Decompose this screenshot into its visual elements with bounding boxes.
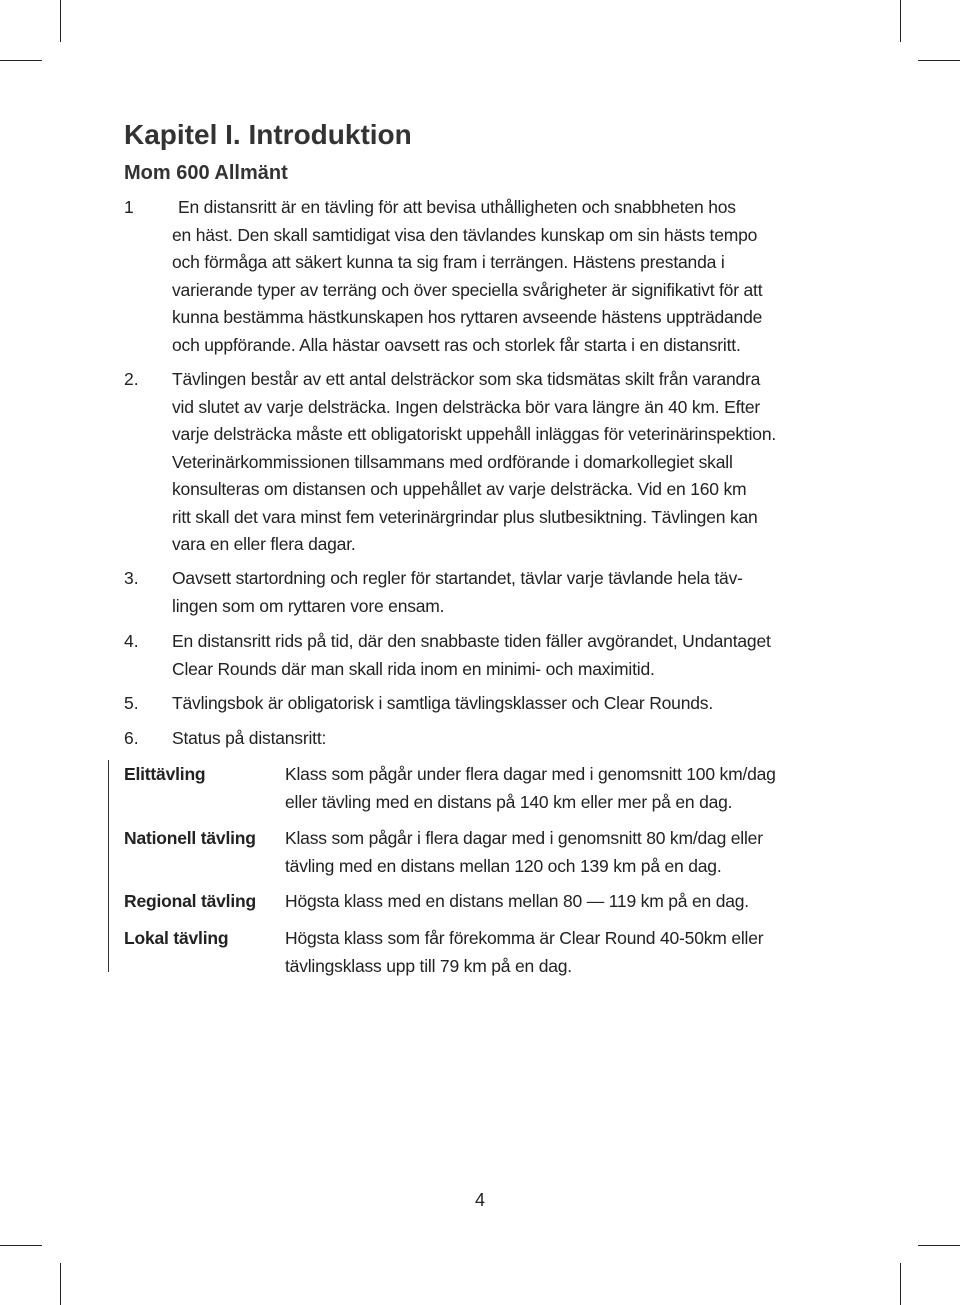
paragraph-line: vid slutet av varje delsträcka. Ingen delsträcka bör vara längre än 40 km. Efter <box>172 396 761 417</box>
item-paragraph <box>172 194 736 222</box>
revision-change-bar <box>108 760 109 972</box>
definition-line: Högsta klass med en distans mellan 80 — 119 km på en dag. <box>285 891 749 911</box>
crop-mark-top-left-horizontal <box>0 60 42 61</box>
status-term-lokal: Lokal tävling <box>124 928 229 948</box>
paragraph-line: Veterinärkommissionen tillsammans med ordförande i domarkollegiet skall <box>172 451 733 472</box>
status-term-regional: Regional tävling <box>124 891 256 911</box>
definition-line: eller tävling med en distans på 140 km eller mer på en dag. <box>285 791 733 812</box>
paragraph-line: Status på distansritt: <box>172 728 327 748</box>
crop-mark-bottom-right-horizontal <box>918 1245 960 1246</box>
crop-mark-top-right-horizontal <box>918 60 960 61</box>
paragraph-line: En distansritt är en tävling för att bevisa uthålligheten och snabbheten hos <box>178 197 736 217</box>
item-number: 4. <box>124 631 139 651</box>
paragraph-line: vara en eller flera dagar. <box>172 534 356 554</box>
status-definition-nationell <box>285 825 763 880</box>
crop-mark-bottom-left-horizontal <box>0 1245 42 1246</box>
definition-line: Högsta klass som får förekomma är Clear Round 40-50km eller <box>285 928 764 948</box>
crop-mark-bottom-left <box>60 1263 61 1305</box>
crop-mark-top-right <box>900 0 901 42</box>
item-paragraph <box>172 222 762 360</box>
crop-mark-top-left <box>60 0 61 42</box>
definition-line: Klass som pågår i flera dagar med i genomsnitt 80 km/dag eller <box>285 828 763 848</box>
paragraph-line: konsulteras om distansen och uppehållet av varje delsträcka. Vid en 160 km <box>172 479 747 499</box>
status-term-elit: Elittävling <box>124 764 206 784</box>
item-paragraph <box>172 690 713 718</box>
definition-line: Klass som pågår under flera dagar med i genomsnitt 100 km/dag <box>285 764 776 784</box>
item-number: 5. <box>124 693 139 713</box>
paragraph-line: Clear Rounds där man skall rida inom en minimi- och maximitid. <box>172 658 655 679</box>
paragraph-line: en häst. Den skall samtidigat visa den tävlandes kunskap om sin hästs tempo <box>172 224 758 245</box>
paragraph-line: kunna bestämma hästkunskapen hos ryttaren avseende hästens uppträdande <box>172 307 763 327</box>
paragraph-line: och uppförande. Alla hästar oavsett ras och storlek får starta i en distansritt. <box>172 334 741 355</box>
paragraph-line: ritt skall det vara minst fem veterinärgrindar plus slutbesiktning. Tävlingen kan <box>172 506 758 527</box>
item-number: 6. <box>124 728 139 748</box>
page-number: 4 <box>474 1190 485 1210</box>
item-paragraph <box>172 725 326 753</box>
section-title: Mom 600 Allmänt <box>124 162 288 184</box>
paragraph-line: Oavsett startordning och regler för startandet, tävlar varje tävlande hela täv- <box>172 568 743 588</box>
paragraph-line: varierande typer av terräng och över speciella svårigheter är signifikativt för att <box>172 279 763 300</box>
item-number: 1 <box>124 197 134 217</box>
definition-line: tävlingsklass upp till 79 km på en dag. <box>285 955 572 976</box>
definition-line: tävling med en distans mellan 120 och 139 km på en dag. <box>285 855 722 876</box>
item-number: 2. <box>124 369 139 389</box>
status-definition-regional <box>285 888 749 916</box>
item-paragraph <box>172 565 743 620</box>
item-number: 3. <box>124 568 139 588</box>
paragraph-line: lingen som om ryttaren vore ensam. <box>172 595 445 616</box>
status-term-nationell: Nationell tävling <box>124 828 256 848</box>
paragraph-line: Tävlingen består av ett antal delsträckor som ska tidsmätas skilt från varandra <box>172 369 761 389</box>
chapter-title: Kapitel I. Introduktion <box>124 119 412 150</box>
status-definition-elit <box>285 761 776 816</box>
status-definition-lokal <box>285 925 763 980</box>
crop-mark-bottom-right <box>900 1263 901 1305</box>
paragraph-line: och förmåga att säkert kunna ta sig fram i terrängen. Hästens prestanda i <box>172 252 725 272</box>
item-paragraph <box>172 628 771 683</box>
paragraph-line: En distansritt rids på tid, där den snabbaste tiden fäller avgörandet, Undantaget <box>172 631 771 651</box>
item-paragraph <box>172 366 776 559</box>
paragraph-line: Tävlingsbok är obligatorisk i samtliga tävlingsklasser och Clear Rounds. <box>172 693 713 713</box>
paragraph-line: varje delsträcka måste ett obligatoriskt uppehåll inläggas för veterinärinspektion. <box>172 424 777 444</box>
